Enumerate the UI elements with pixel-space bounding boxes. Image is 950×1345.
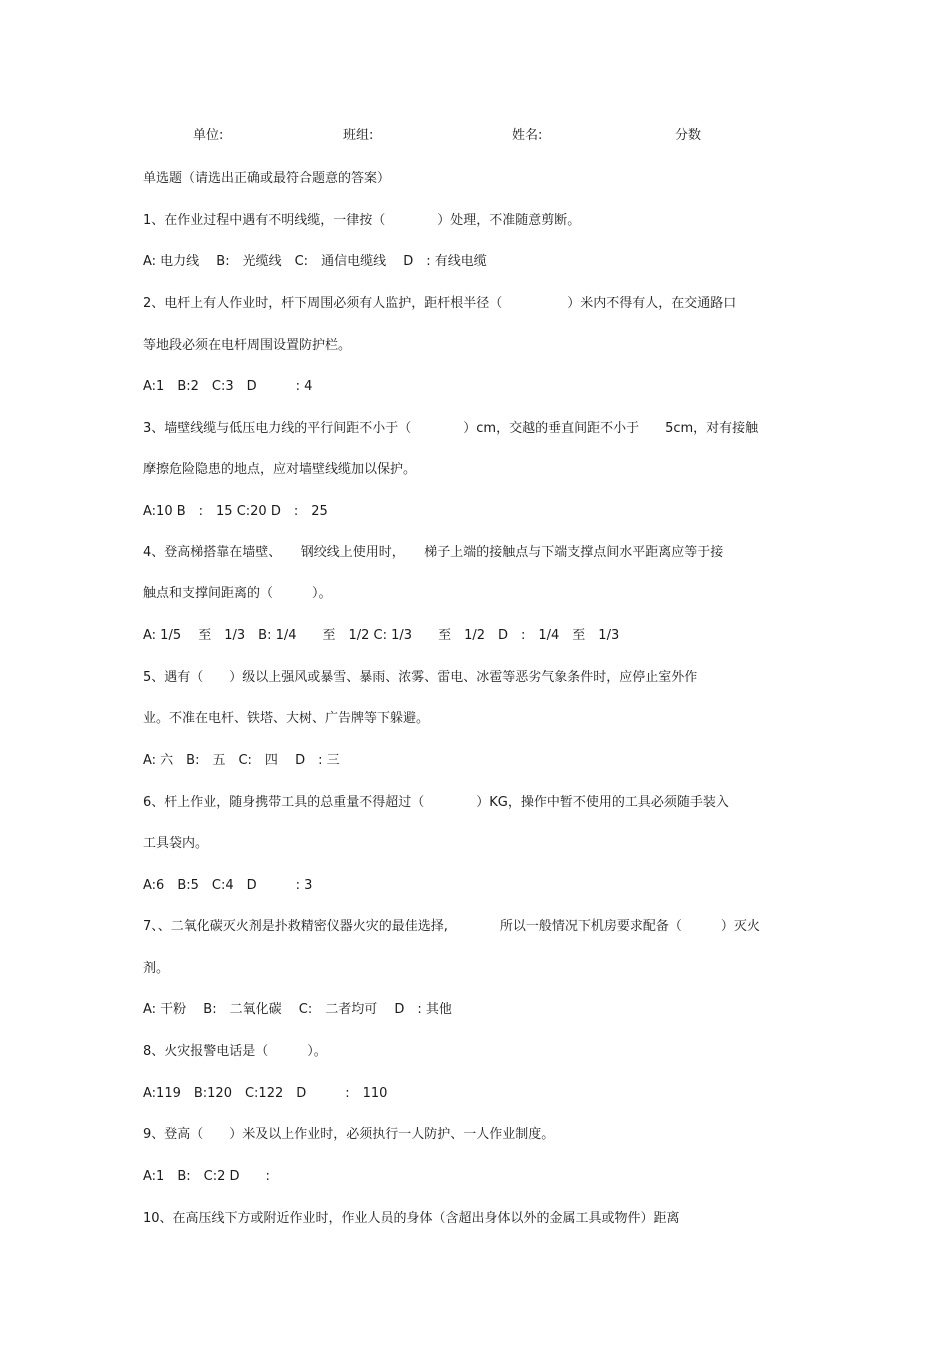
question-6-options: A:6 B:5 C:4 D : 3 <box>143 878 313 893</box>
question-7-options: A: 干粉 B: 二氧化碳 C: 二者均可 D : 其他 <box>143 1002 452 1017</box>
question-6-line-1: 6、杆上作业，随身携带工具的总重量不得超过（ ）KG，操作中暂不使用的工具必须随手装入 <box>143 795 729 810</box>
question-5-line-2: 业。不准在电杆、铁塔、大树、广告牌等下躲避。 <box>143 711 430 726</box>
name-label: 姓名: <box>512 128 543 143</box>
question-3-line-1: 3、墙壁线缆与低压电力线的平行间距不小于（ ）cm，交越的垂直间距不小于 5cm，对有接触 <box>143 421 759 436</box>
question-1-options: A: 电力线 B: 光缆线 C: 通信电缆线 D : 有线电缆 <box>143 254 487 269</box>
question-5-options: A: 六 B: 五 C: 四 D : 三 <box>143 753 340 768</box>
question-2-options: A:1 B:2 C:3 D : 4 <box>143 379 313 394</box>
question-3-line-2: 摩擦危险隐患的地点，应对墙壁线缆加以保护。 <box>143 462 417 477</box>
question-8: 8、火灾报警电话是（ ）。 <box>143 1044 327 1059</box>
question-4-options: A: 1/5 至 1/3 B: 1/4 至 1/2 C: 1/3 至 1/2 D : 1/4 至 1/3 <box>143 628 620 643</box>
question-4-line-1: 4、登高梯搭靠在墙壁、 钢绞线上使用时， 梯子上端的接触点与下端支撑点间水平距离应等于接 <box>143 545 724 560</box>
question-7-line-2: 剂。 <box>143 961 170 976</box>
question-5-line-1: 5、遇有（ ）级以上强风或暴雪、暴雨、浓雾、雷电、冰雹等恶劣气象条件时，应停止室外作 <box>143 670 698 685</box>
question-9-options: A:1 B: C:2 D : <box>143 1169 270 1184</box>
question-10: 10、在高压线下方或附近作业时，作业人员的身体（含超出身体以外的金属工具或物件）距离 <box>143 1211 680 1226</box>
question-2-line-2: 等地段必须在电杆周围设置防护栏。 <box>143 338 352 353</box>
question-6-line-2: 工具袋内。 <box>143 836 209 851</box>
question-1: 1、在作业过程中遇有不明线缆，一律按（ ）处理，不准随意剪断。 <box>143 213 581 228</box>
question-7-line-1: 7、、二氧化碳灭火剂是扑救精密仪器火灾的最佳选择, 所以一般情况下机房要求配备（ ）灭火 <box>143 919 760 934</box>
question-3-options: A:10 B : 15 C:20 D : 25 <box>143 504 328 519</box>
section-title: 单选题（请选出正确或最符合题意的答案） <box>143 171 391 186</box>
score-label: 分数 <box>675 128 702 143</box>
question-2-line-1: 2、电杆上有人作业时，杆下周围必须有人监护，距杆根半径（ ）米内不得有人，在交通路口 <box>143 296 737 311</box>
group-label: 班组: <box>343 128 374 143</box>
question-4-line-2: 触点和支撑间距离的（ ）。 <box>143 586 332 601</box>
unit-label: 单位: <box>193 128 224 143</box>
question-9: 9、登高（ ）米及以上作业时，必须执行一人防护、一人作业制度。 <box>143 1127 555 1142</box>
question-8-options: A:119 B:120 C:122 D : 110 <box>143 1086 388 1101</box>
